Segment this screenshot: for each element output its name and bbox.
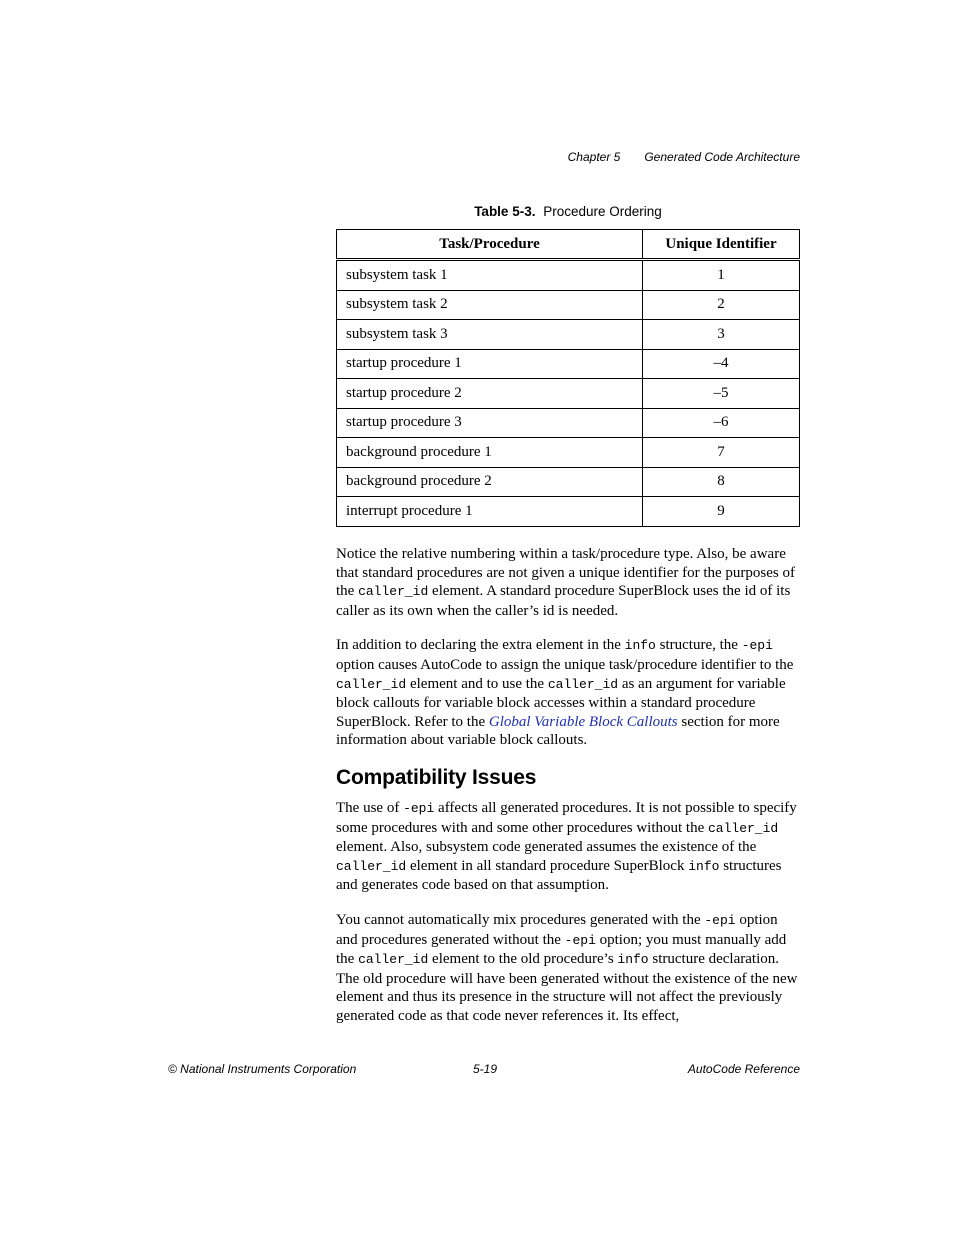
- cell-task: subsystem task 2: [337, 290, 643, 320]
- column-header-unique-identifier: Unique Identifier: [643, 230, 800, 260]
- paragraph-mix-procedures: [336, 911, 802, 1026]
- table-row: [337, 379, 800, 409]
- global-variable-block-callouts-link[interactable]: Global Variable Block Callouts: [488, 713, 678, 730]
- chapter-label: Chapter 5: [567, 150, 621, 164]
- text: structure declaration. The old procedure will have been generated without the existence of the new element and thus its presence in the structure will not affect the previously generated code as that code never references it. Its effect,: [336, 951, 798, 1024]
- cell-identifier: –4: [643, 349, 800, 379]
- body-text-upper: [336, 545, 802, 766]
- text: element in all standard procedure SuperBlock: [406, 857, 689, 874]
- paragraph-relative-numbering: [336, 545, 802, 620]
- code-caller-id: caller_id: [336, 676, 407, 692]
- footer-book-title: AutoCode Reference: [687, 1062, 800, 1076]
- code-caller-id: caller_id: [336, 858, 407, 874]
- code-info: info: [688, 858, 720, 874]
- text: Notice the relative numbering within a task/procedure type. Also, be aware that standard procedures are not given a unique identifier for the purposes of the: [336, 546, 796, 600]
- column-header-task-procedure: Task/Procedure: [337, 230, 643, 260]
- code-caller-id: caller_id: [358, 584, 429, 600]
- procedure-ordering-table: [336, 229, 800, 527]
- cell-task: subsystem task 3: [337, 320, 643, 350]
- cell-task: startup procedure 1: [337, 349, 643, 379]
- cell-identifier: 1: [643, 260, 800, 291]
- text: element and to use the: [406, 675, 548, 692]
- body-text-lower: [336, 799, 802, 1042]
- text: option and procedures generated without the: [336, 911, 778, 948]
- table-row: [337, 320, 800, 350]
- code-caller-id: caller_id: [547, 676, 619, 692]
- cell-identifier: 3: [643, 320, 800, 350]
- table-row: [337, 290, 800, 320]
- table-row: [337, 349, 800, 379]
- section-heading: Compatibility Issues: [336, 766, 537, 789]
- code-epi: -epi: [403, 801, 435, 816]
- table-row: [337, 408, 800, 438]
- footer-copyright: © National Instruments Corporation: [168, 1062, 357, 1076]
- table-caption-number: Table 5-3.: [474, 204, 536, 219]
- text: You cannot automatically mix procedures generated with the: [336, 911, 705, 928]
- text: The use of: [336, 800, 404, 816]
- code-caller-id: caller_id: [707, 820, 779, 836]
- text: element. Also, subsystem code generated assumes the existence of the: [336, 839, 757, 856]
- cell-task: startup procedure 3: [337, 408, 643, 438]
- table-header-row: [337, 230, 800, 260]
- chapter-title: Generated Code Architecture: [644, 150, 800, 164]
- code-info: info: [624, 638, 656, 654]
- text: element to the old procedure’s: [428, 951, 618, 968]
- cell-identifier: –6: [643, 408, 800, 438]
- code-epi: -epi: [704, 912, 736, 928]
- text: structure, the: [655, 637, 742, 654]
- cell-identifier: –5: [643, 379, 800, 409]
- cell-identifier: 7: [643, 438, 800, 468]
- table-caption-title: Procedure Ordering: [543, 204, 662, 219]
- cell-identifier: 2: [643, 290, 800, 320]
- running-header: [568, 150, 800, 164]
- cell-task: background procedure 2: [337, 467, 643, 497]
- table-row: [337, 260, 800, 291]
- text: In addition to declaring the extra element in the: [336, 637, 625, 654]
- text: section for more information about variable block callouts.: [336, 713, 780, 749]
- text: option causes AutoCode to assign the unique task/procedure identifier to the: [336, 656, 794, 673]
- code-caller-id: caller_id: [358, 952, 429, 968]
- text: element. A standard procedure SuperBlock uses the id of its caller as its own when the caller’s id is needed.: [336, 583, 791, 619]
- cell-identifier: 9: [643, 497, 800, 527]
- cell-task: interrupt procedure 1: [337, 497, 643, 527]
- text: affects all generated procedures. It is not possible to specify some procedures with and some other procedures without the: [336, 800, 797, 836]
- code-info: info: [617, 952, 649, 968]
- cell-identifier: 8: [643, 467, 800, 497]
- code-epi: -epi: [741, 638, 773, 654]
- cell-task: subsystem task 1: [337, 260, 643, 291]
- cell-task: background procedure 1: [337, 438, 643, 468]
- table-caption: [336, 204, 800, 219]
- table-row: [337, 438, 800, 468]
- paragraph-use-of-epi: [336, 799, 802, 895]
- text: option; you must manually add the: [336, 931, 787, 968]
- code-epi: -epi: [564, 932, 596, 948]
- text: as an argument for variable block callouts for variable block accesses within a standard procedure SuperBlock. Refer to the: [336, 675, 786, 730]
- table-row: [337, 497, 800, 527]
- text: structures and generates code based on that assumption.: [336, 857, 782, 894]
- cell-task: startup procedure 2: [337, 379, 643, 409]
- paragraph-epi-option: [336, 636, 802, 750]
- footer-page-number: 5-19: [473, 1062, 498, 1076]
- table-row: [337, 467, 800, 497]
